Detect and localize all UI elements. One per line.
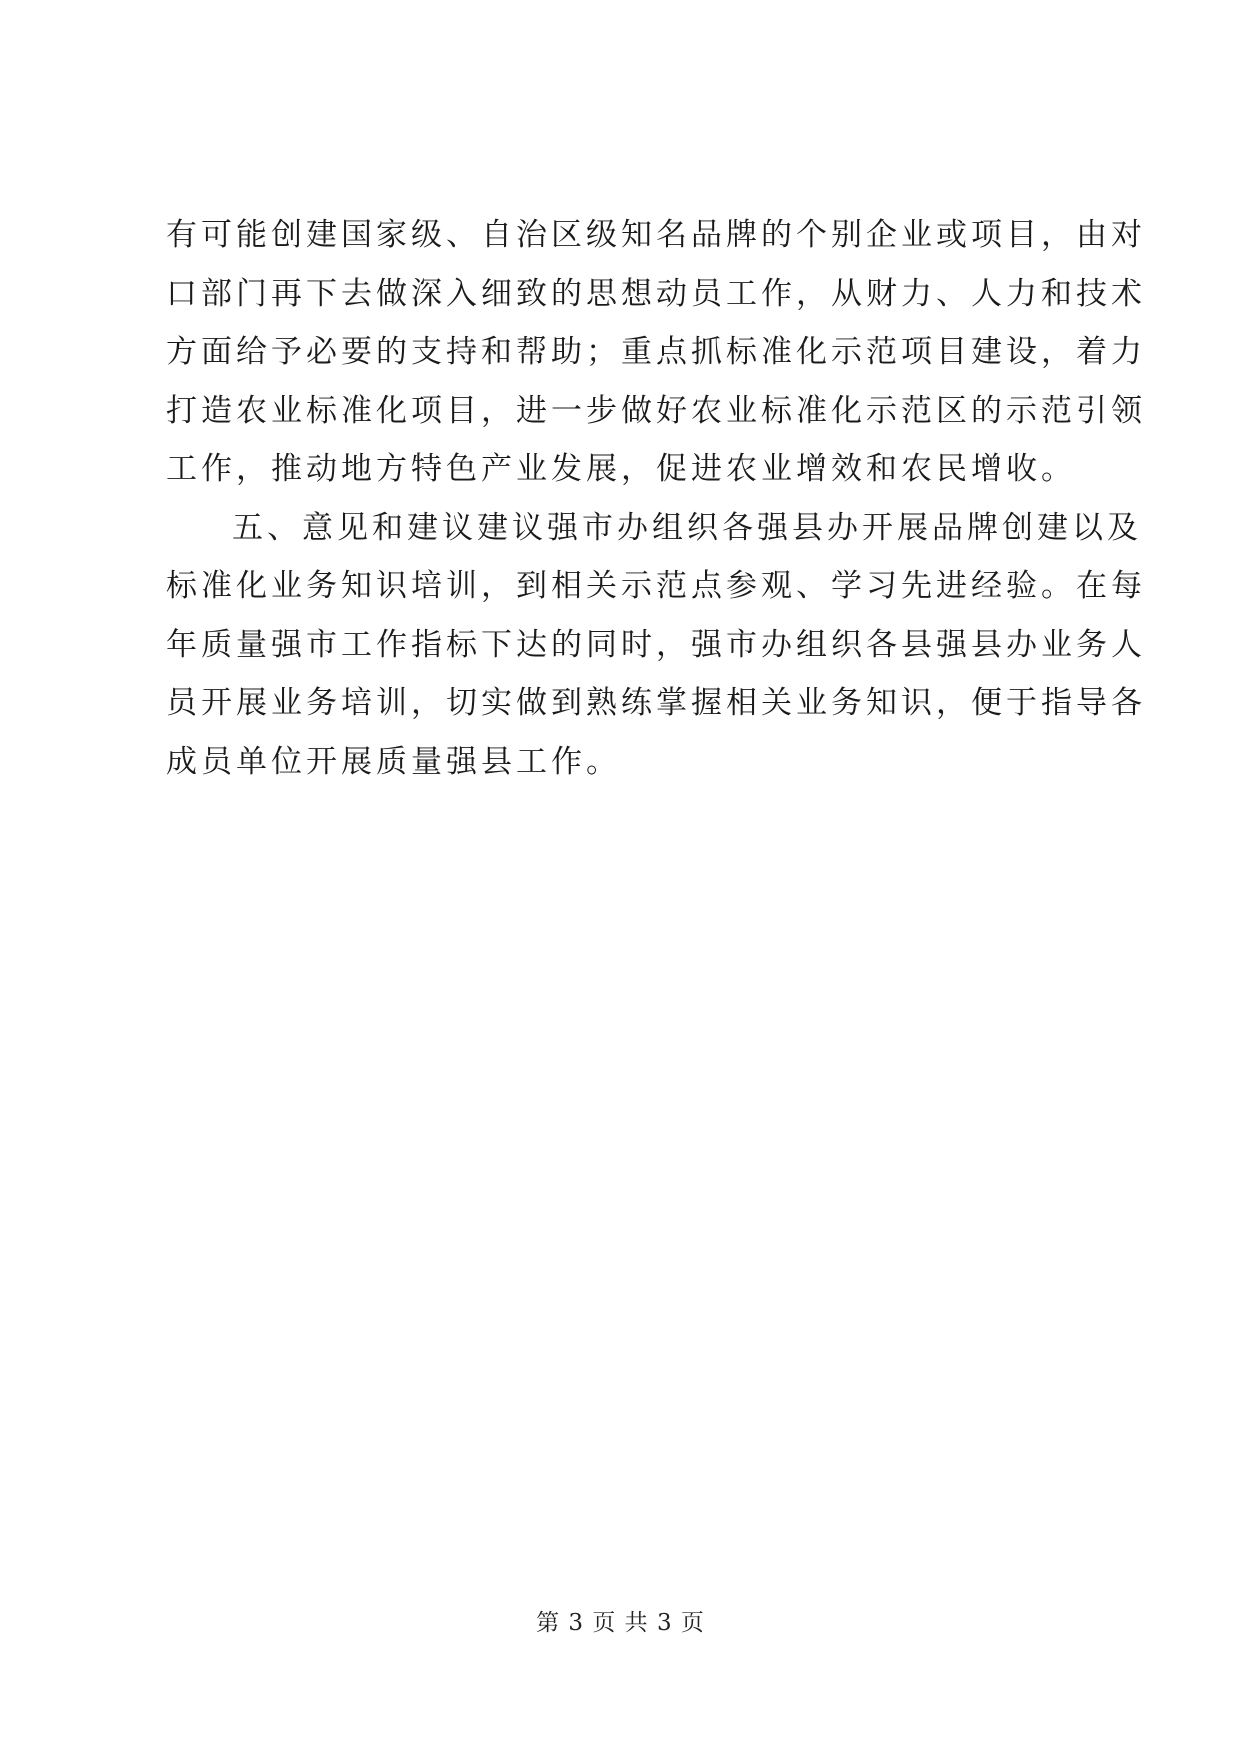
page-number-footer: 第 3 页 共 3 页 — [536, 1610, 705, 1636]
text-line: 标准化业务知识培训，到相关示范点参观、学习先进经验。在每 — [166, 568, 1146, 604]
text-line: 方面给予必要的支持和帮助；重点抓标准化示范项目建设，着力 — [166, 334, 1146, 370]
text-line: 口部门再下去做深入细致的思想动员工作，从财力、人力和技术 — [166, 275, 1146, 312]
text-line: 打造农业标准化项目，进一步做好农业标准化示范区的示范引领 — [166, 392, 1146, 429]
text-line: 成员单位开展质量强县工作。 — [166, 743, 621, 780]
text-line: 年质量强市工作指标下达的同时，强市办组织各县强县办业务人 — [166, 626, 1146, 663]
paragraph-section-five — [166, 499, 1146, 792]
document-body — [166, 206, 1146, 791]
text-line: 员开展业务培训，切实做到熟练掌握相关业务知识，便于指导各 — [166, 685, 1146, 721]
paragraph-continuation — [166, 206, 1146, 499]
text-line: 工作，推动地方特色产业发展，促进农业增效和农民增收。 — [166, 451, 1076, 487]
text-line: 有可能创建国家级、自治区级知名品牌的个别企业或项目，由对 — [166, 217, 1146, 253]
text-line: 五、意见和建议建议强市办组织各强县办开展品牌创建以及 — [232, 509, 1142, 546]
